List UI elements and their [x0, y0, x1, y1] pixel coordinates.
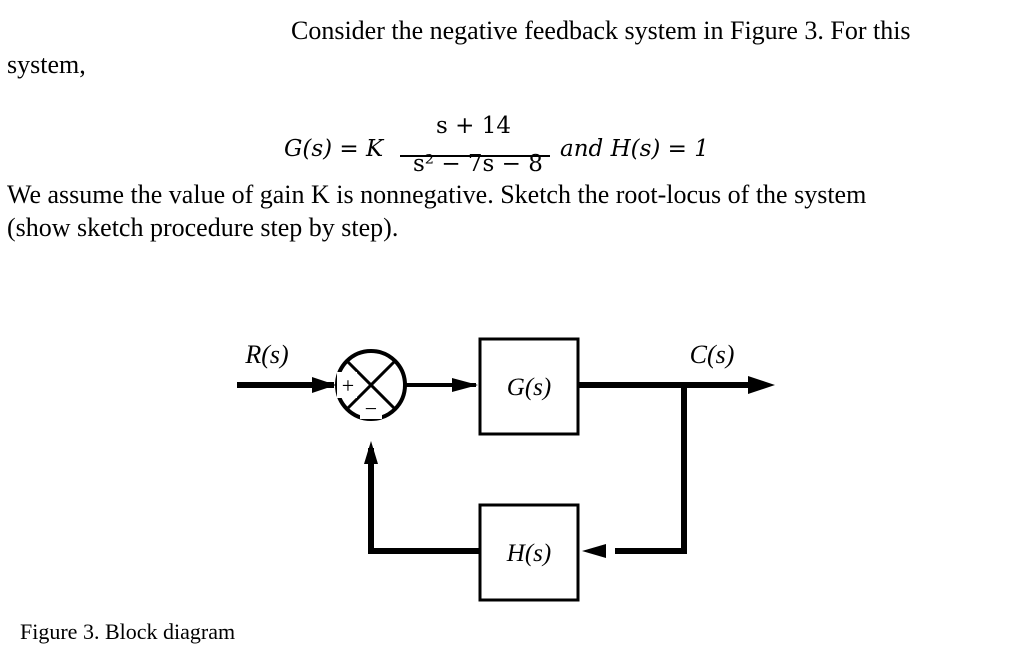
equation-lhs: G(s) = K	[284, 136, 384, 162]
feedback-arrow-head	[582, 544, 606, 558]
task-line-2: (show sketch procedure step by step).	[7, 213, 399, 242]
task-line-1: We assume the value of gain K is nonnegative. Sketch the root-locus of the system	[7, 180, 867, 209]
equation-h: H(s) = 1	[610, 136, 709, 162]
sum-plus-sign: +	[341, 373, 355, 398]
intro-line-1: Consider the negative feedback system in Figure 3. For this	[291, 16, 911, 45]
feedback-pickoff-line	[615, 385, 684, 551]
error-arrow-head	[452, 378, 478, 392]
sum-minus-sign: −	[364, 396, 378, 421]
equation-denominator: s² − 7s − 8	[413, 151, 543, 177]
input-arrow-head	[312, 377, 336, 393]
forward-block-label: G(s)	[506, 374, 552, 401]
equation-numerator: s + 14	[436, 113, 511, 139]
output-label: C(s)	[689, 340, 735, 369]
figure-caption: Figure 3. Block diagram	[20, 619, 236, 644]
input-label: R(s)	[245, 340, 289, 369]
intro-line-2: system,	[7, 50, 86, 79]
feedback-return-line	[371, 448, 480, 551]
feedback-return-arrow-head	[364, 441, 378, 464]
output-arrow-head	[748, 376, 775, 394]
feedback-block-label: H(s)	[506, 540, 552, 567]
equation-and-word: and	[560, 136, 604, 162]
